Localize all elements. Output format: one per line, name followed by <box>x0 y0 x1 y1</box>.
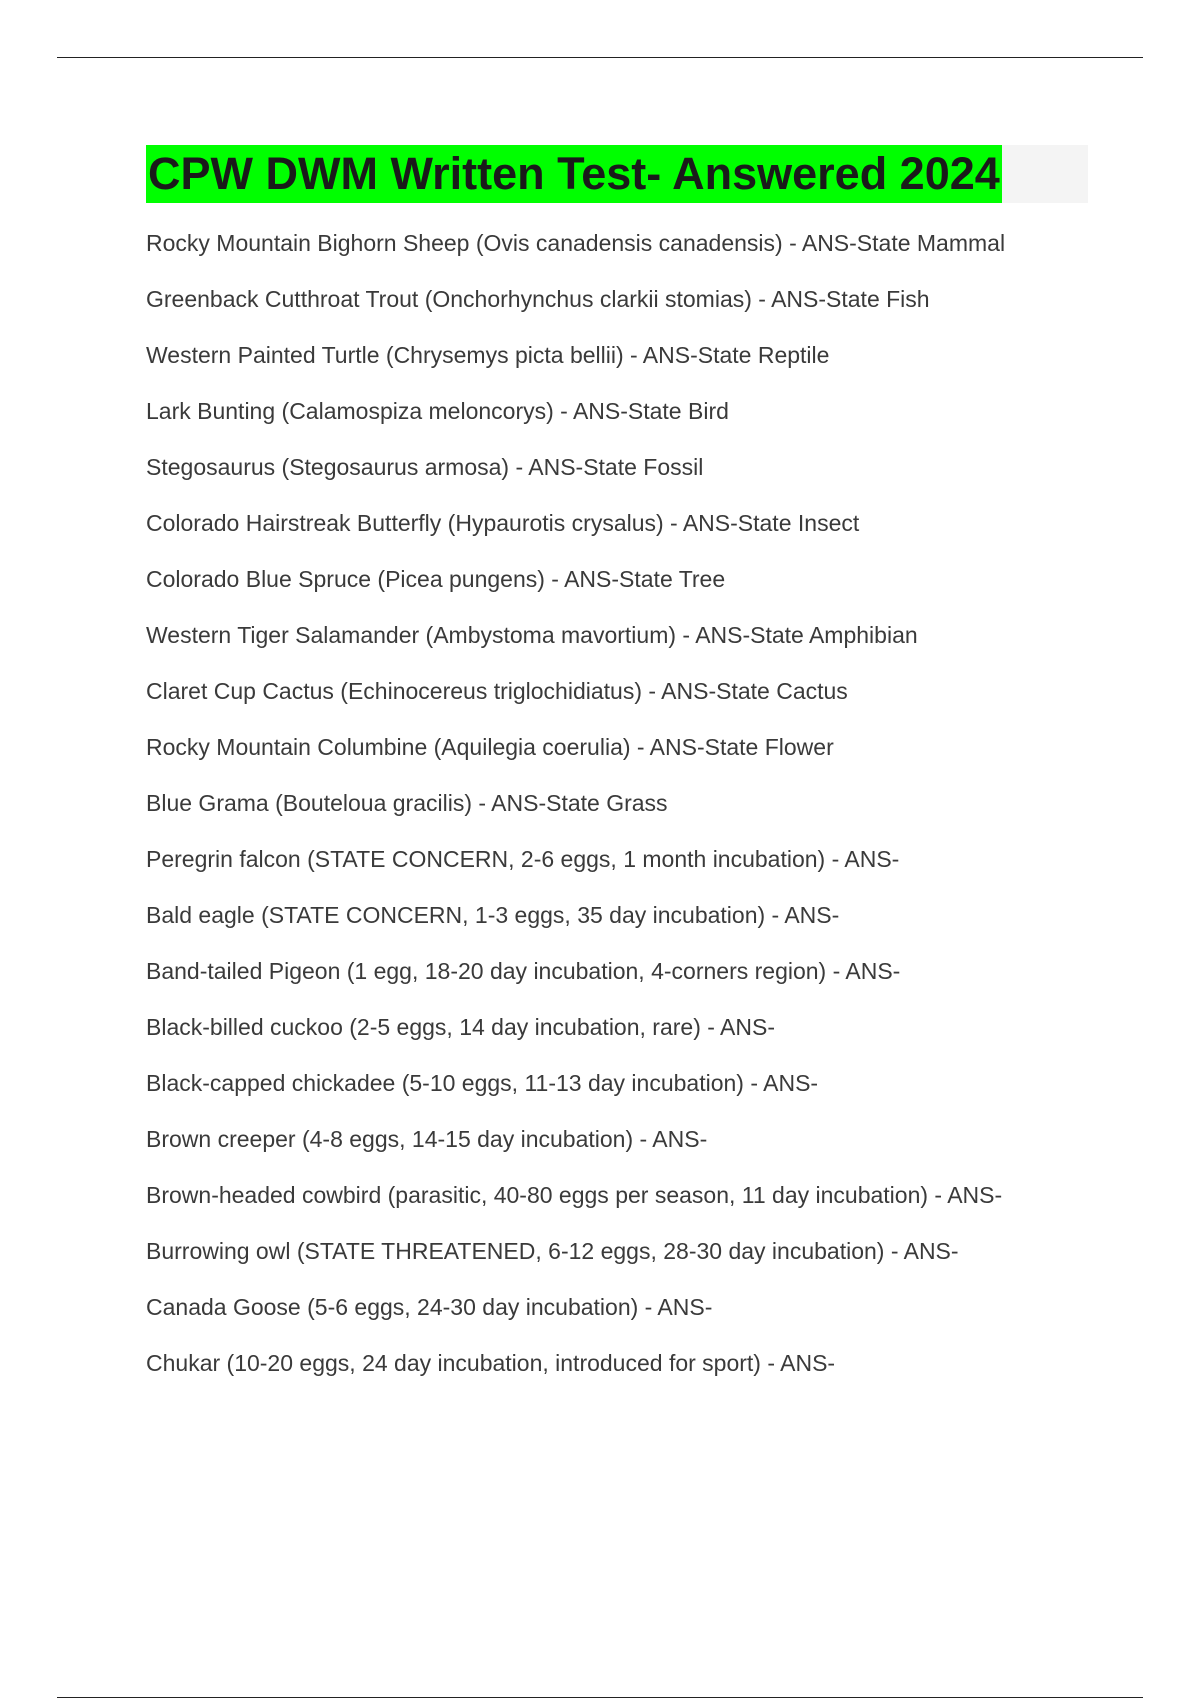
list-item: Brown-headed cowbird (parasitic, 40-80 eggs per season, 11 day incubation) - ANS- <box>146 1182 1003 1208</box>
list-item: Western Painted Turtle (Chrysemys picta bellii) - ANS-State Reptile <box>146 342 830 368</box>
list-item: Band-tailed Pigeon (1 egg, 18-20 day incubation, 4-corners region) - ANS- <box>146 958 901 984</box>
list-item: Western Tiger Salamander (Ambystoma mavortium) - ANS-State Amphibian <box>146 622 918 648</box>
list-item: Black-billed cuckoo (2-5 eggs, 14 day incubation, rare) - ANS- <box>146 1014 775 1040</box>
list-item: Colorado Hairstreak Butterfly (Hypaurotis crysalus) - ANS-State Insect <box>146 510 860 536</box>
list-item: Peregrin falcon (STATE CONCERN, 2-6 eggs, 1 month incubation) - ANS- <box>146 846 900 872</box>
entry-list <box>146 222 1005 1398</box>
list-item: Claret Cup Cactus (Echinocereus triglochidiatus) - ANS-State Cactus <box>146 678 848 704</box>
list-item: Black-capped chickadee (5-10 eggs, 11-13 day incubation) - ANS- <box>146 1070 819 1096</box>
list-item: Canada Goose (5-6 eggs, 24-30 day incubation) - ANS- <box>146 1294 713 1320</box>
bottom-rule <box>57 1697 1143 1698</box>
list-item: Rocky Mountain Columbine (Aquilegia coerulia) - ANS-State Flower <box>146 734 834 760</box>
list-item: Greenback Cutthroat Trout (Onchorhynchus clarkii stomias) - ANS-State Fish <box>146 286 930 312</box>
list-item: Bald eagle (STATE CONCERN, 1-3 eggs, 35 day incubation) - ANS- <box>146 902 840 928</box>
list-item: Colorado Blue Spruce (Picea pungens) - ANS-State Tree <box>146 566 726 592</box>
top-rule <box>57 57 1143 58</box>
list-item: Blue Grama (Bouteloua gracilis) - ANS-State Grass <box>146 790 668 816</box>
list-item: Stegosaurus (Stegosaurus armosa) - ANS-State Fossil <box>146 454 704 480</box>
list-item: Lark Bunting (Calamospiza meloncorys) - ANS-State Bird <box>146 398 729 424</box>
document-title: CPW DWM Written Test- Answered 2024 <box>146 145 1002 203</box>
list-item: Brown creeper (4-8 eggs, 14-15 day incubation) - ANS- <box>146 1126 708 1152</box>
list-item: Burrowing owl (STATE THREATENED, 6-12 eggs, 28-30 day incubation) - ANS- <box>146 1238 959 1264</box>
list-item: Chukar (10-20 eggs, 24 day incubation, introduced for sport) - ANS- <box>146 1350 836 1376</box>
list-item: Rocky Mountain Bighorn Sheep (Ovis canadensis canadensis) - ANS-State Mammal <box>146 230 1006 256</box>
